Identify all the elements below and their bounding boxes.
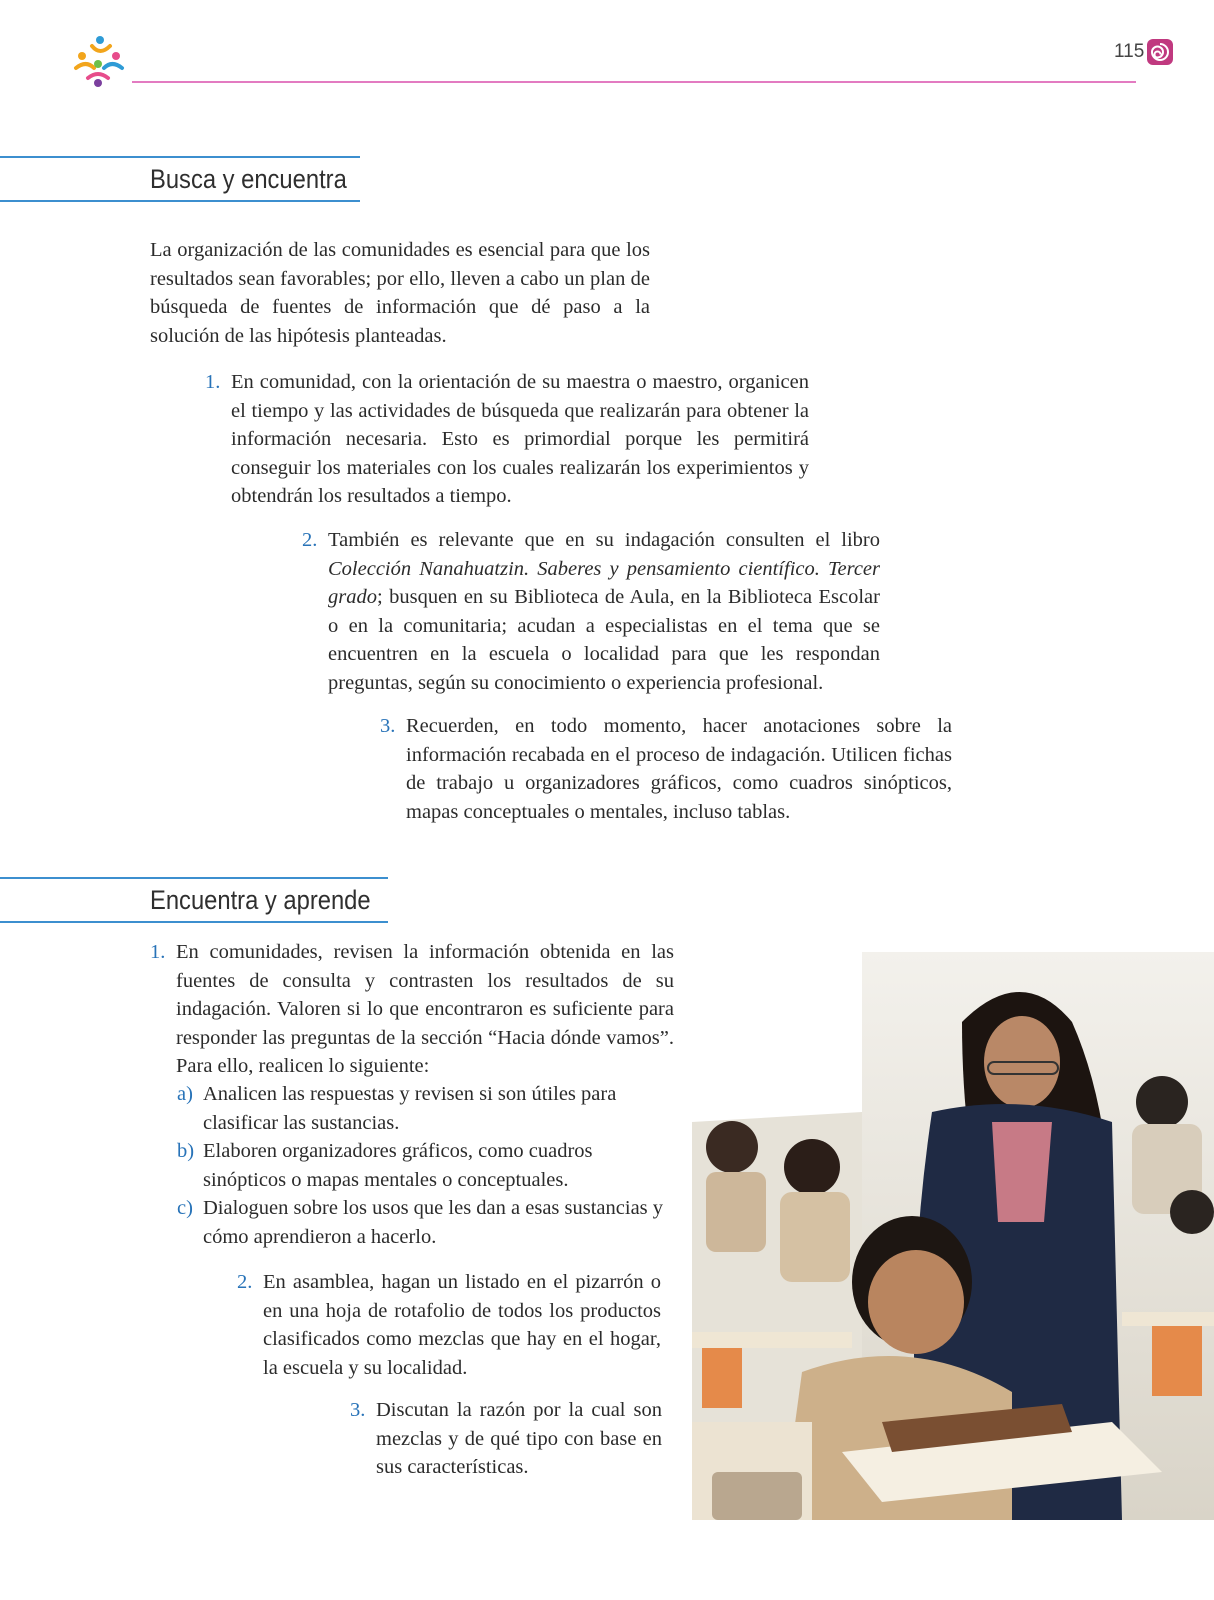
list-number: 3.: [380, 715, 396, 737]
intro-paragraph: La organización de las comunidades es esencial para que los resultados sean favorables; por ello, lleven a cabo un plan de búsqueda de fuentes de información que dé paso a la solución de las hipótesis planteadas.: [150, 239, 650, 347]
list-text: Discutan la razón por la cual son mezclas y de qué tipo con base en sus características.: [376, 1399, 662, 1479]
list-text: En asamblea, hagan un listado en el pizarrón o en una hoja de rotafolio de todos los productos clasificados como mezclas que hay en el hogar, la escuela y su localidad.: [263, 1271, 661, 1379]
section-heading-encuentra: [0, 877, 388, 923]
list-text-before: También es relevante que en su indagación consulten el libro: [328, 529, 880, 551]
list-number: 2.: [302, 529, 318, 551]
list-item: [350, 1396, 662, 1482]
list-number: 2.: [237, 1271, 253, 1293]
sub-text: Dialoguen sobre los usos que les dan a esas sustancias y cómo aprendieron a hacerlo.: [203, 1197, 664, 1248]
sub-text: Analicen las respuestas y revisen si son útiles para clasificar las sustancias.: [203, 1083, 617, 1134]
list-number: 1.: [150, 941, 166, 963]
list-number: 3.: [350, 1399, 366, 1421]
section-title: Encuentra y aprende: [150, 885, 371, 915]
sub-letter: b): [177, 1140, 195, 1162]
sub-item: [177, 1137, 674, 1194]
sub-letter: c): [177, 1197, 193, 1219]
classroom-photo: [692, 952, 1214, 1520]
sub-item: [177, 1080, 674, 1137]
list-number: 1.: [205, 371, 221, 393]
sub-item: [177, 1194, 674, 1251]
header-rule: [132, 81, 1136, 83]
list-text-after: ; busquen en su Biblioteca de Aula, en la Biblioteca Escolar o en la comunitaria; acudan a especialistas en el tema que se encuentren en la escuela o localidad para que les respondan preguntas, según su conocimiento o experiencia profesional.: [328, 586, 880, 694]
list-item: [302, 526, 880, 698]
sub-letter: a): [177, 1083, 193, 1105]
list-text: En comunidad, con la orientación de su maestra o maestro, organicen el tiempo y las actividades de búsqueda que realizarán para obtener la información necesaria. Esto es primordial porque les permitirá conseguir los materiales con los cuales realizarán los experimientos y obtendrán los resultados a tiempo.: [231, 371, 809, 508]
section-heading-busca: [0, 156, 360, 202]
community-figures-logo-icon: [70, 34, 126, 88]
section-title: Busca y encuentra: [150, 164, 347, 194]
spiral-glyph-icon: [1146, 38, 1174, 66]
list-item: [237, 1268, 661, 1382]
page-number: 115: [1114, 41, 1145, 62]
list-text: En comunidades, revisen la información obtenida en las fuentes de consulta y contrasten los resultados de su indagación. Valoren si lo que encontraron es suficiente para responder las preguntas de la sección “Hacia dónde vamos”. Para ello, realicen lo siguiente:: [176, 941, 674, 1078]
list-item: [150, 938, 674, 1081]
list-item: [380, 712, 952, 826]
list-item: [205, 368, 809, 511]
list-text: Recuerden, en todo momento, hacer anotaciones sobre la información recabada en el proceso de indagación. Utilicen fichas de trabajo u organizadores gráficos, como cuadros sinópticos, mapas conceptuales o mentales, incluso tablas.: [406, 715, 952, 823]
book-title: Colección Nanahuatzin. Saberes y pensamiento científico. Tercer grado: [328, 557, 880, 609]
sub-text: Elaboren organizadores gráficos, como cuadros sinópticos o mapas mentales o conceptuales.: [203, 1140, 593, 1191]
